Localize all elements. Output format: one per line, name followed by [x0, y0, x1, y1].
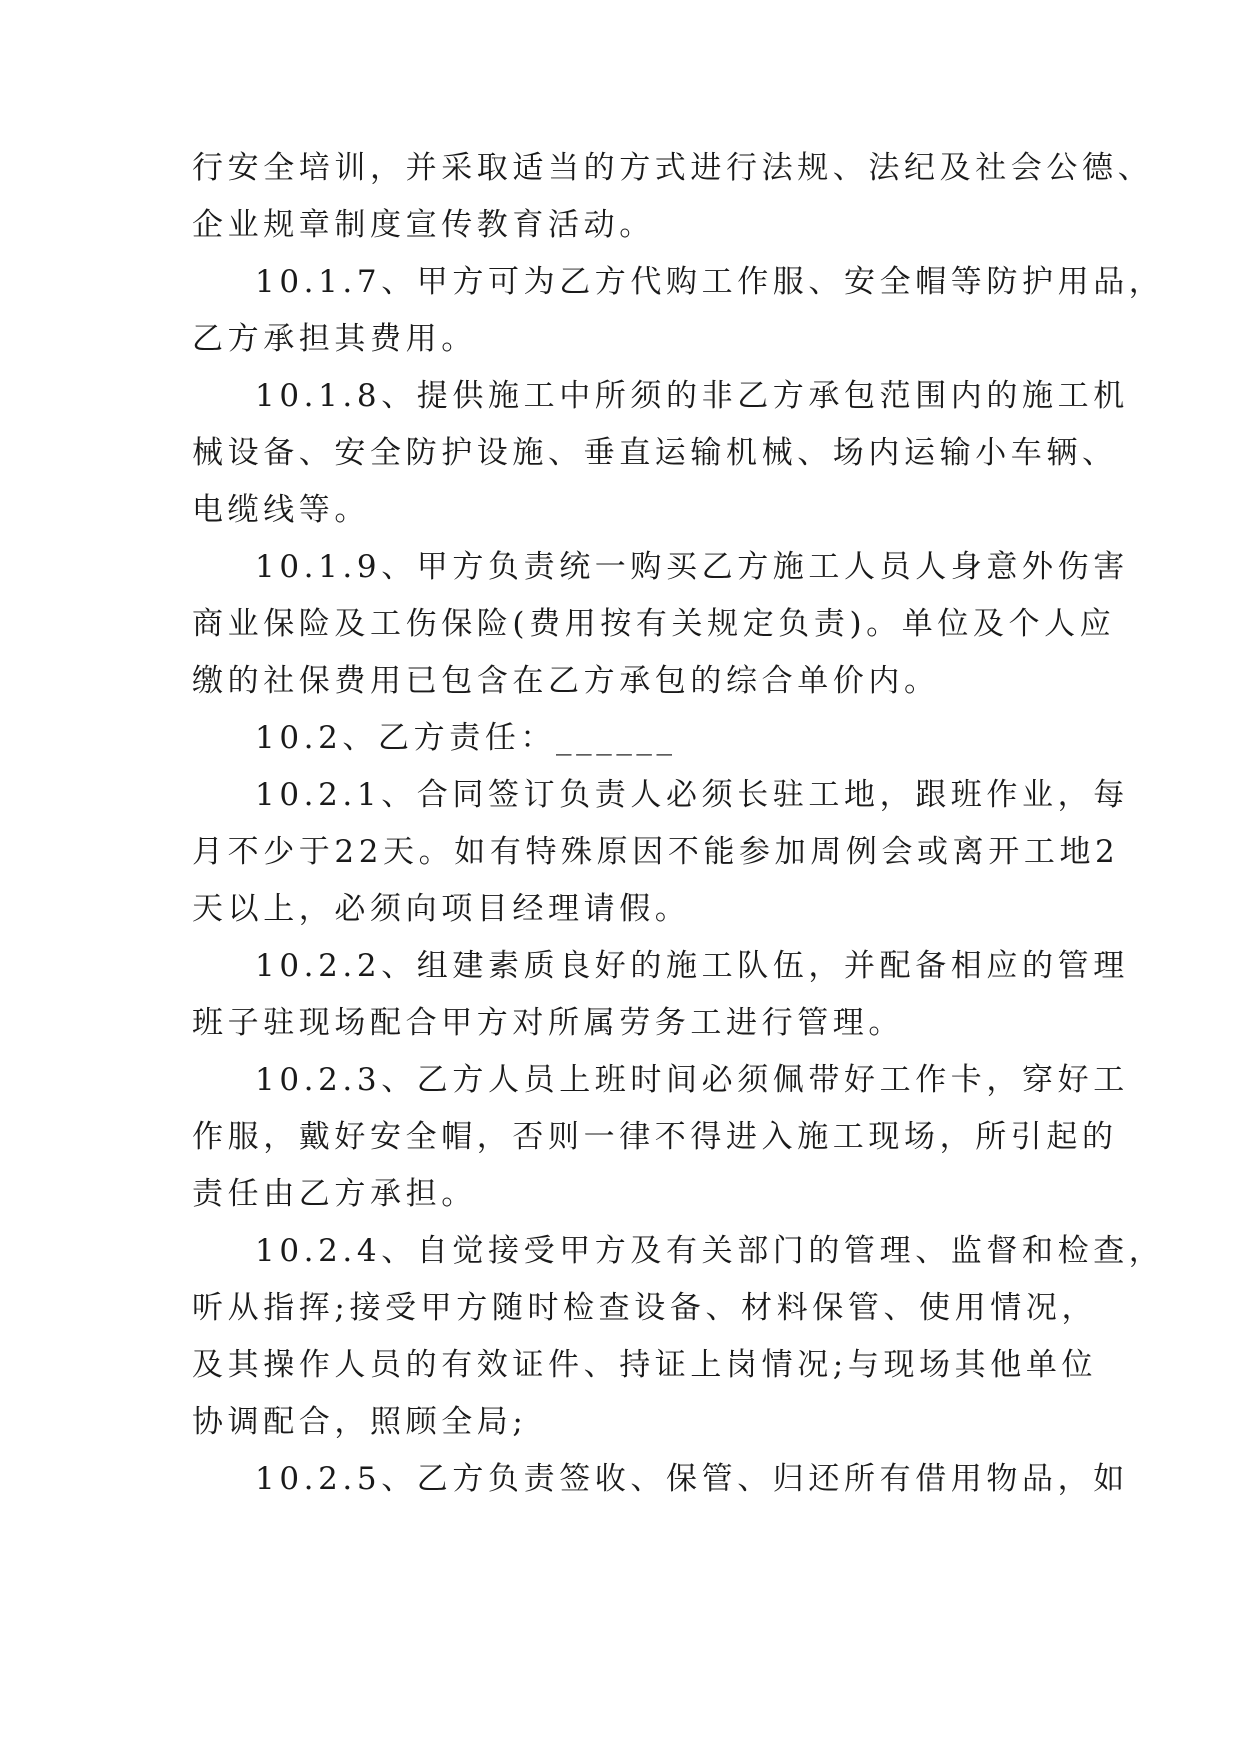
text-line: 天以上，必须向项目经理请假。 [192, 891, 691, 927]
text-line: 班子驻现场配合甲方对所属劳务工进行管理。 [192, 1005, 904, 1041]
clause-10-1-8: 10.1.8、提供施工中所须的非乙方承包范围内的施工机 [255, 378, 1129, 414]
text-line: 电缆线等。 [192, 492, 370, 528]
clause-10-2-4: 10.2.4、自觉接受甲方及有关部门的管理、监督和检查， [255, 1233, 1165, 1269]
text-line: 乙方承担其费用。 [192, 321, 477, 357]
text-line: 缴的社保费用已包含在乙方承包的综合单价内。 [192, 663, 940, 699]
clause-10-2-5: 10.2.5、乙方负责签收、保管、归还所有借用物品，如 [255, 1461, 1129, 1497]
text-line: 商业保险及工伤保险(费用按有关规定负责)。单位及个人应 [192, 606, 1116, 642]
text-line: 听从指挥;接受甲方随时检查设备、材料保管、使用情况， [192, 1290, 1098, 1326]
text-line: 月不少于22天。如有特殊原因不能参加周例会或离开工地2 [192, 834, 1120, 870]
clause-10-2-1: 10.2.1、合同签订负责人必须长驻工地，跟班作业，每 [255, 777, 1129, 813]
text-line: 协调配合，照顾全局; [192, 1404, 528, 1440]
section-10-2-heading: 10.2、乙方责任：______ [255, 720, 677, 756]
clause-10-1-7: 10.1.7、甲方可为乙方代购工作服、安全帽等防护用品， [255, 264, 1165, 300]
clause-10-2-3: 10.2.3、乙方人员上班时间必须佩带好工作卡，穿好工 [255, 1062, 1129, 1098]
clause-10-2-2: 10.2.2、组建素质良好的施工队伍，并配备相应的管理 [255, 948, 1129, 984]
clause-10-1-9: 10.1.9、甲方负责统一购买乙方施工人员人身意外伤害 [255, 549, 1129, 585]
text-line: 及其操作人员的有效证件、持证上岗情况;与现场其他单位 [192, 1347, 1098, 1383]
text-line: 责任由乙方承担。 [192, 1176, 477, 1212]
text-line: 企业规章制度宣传教育活动。 [192, 207, 655, 243]
text-line: 械设备、安全防护设施、垂直运输机械、场内运输小车辆、 [192, 435, 1118, 471]
text-line: 作服，戴好安全帽，否则一律不得进入施工现场，所引起的 [192, 1119, 1118, 1155]
text-line: 行安全培训，并采取适当的方式进行法规、法纪及社会公德、 [192, 150, 1154, 186]
